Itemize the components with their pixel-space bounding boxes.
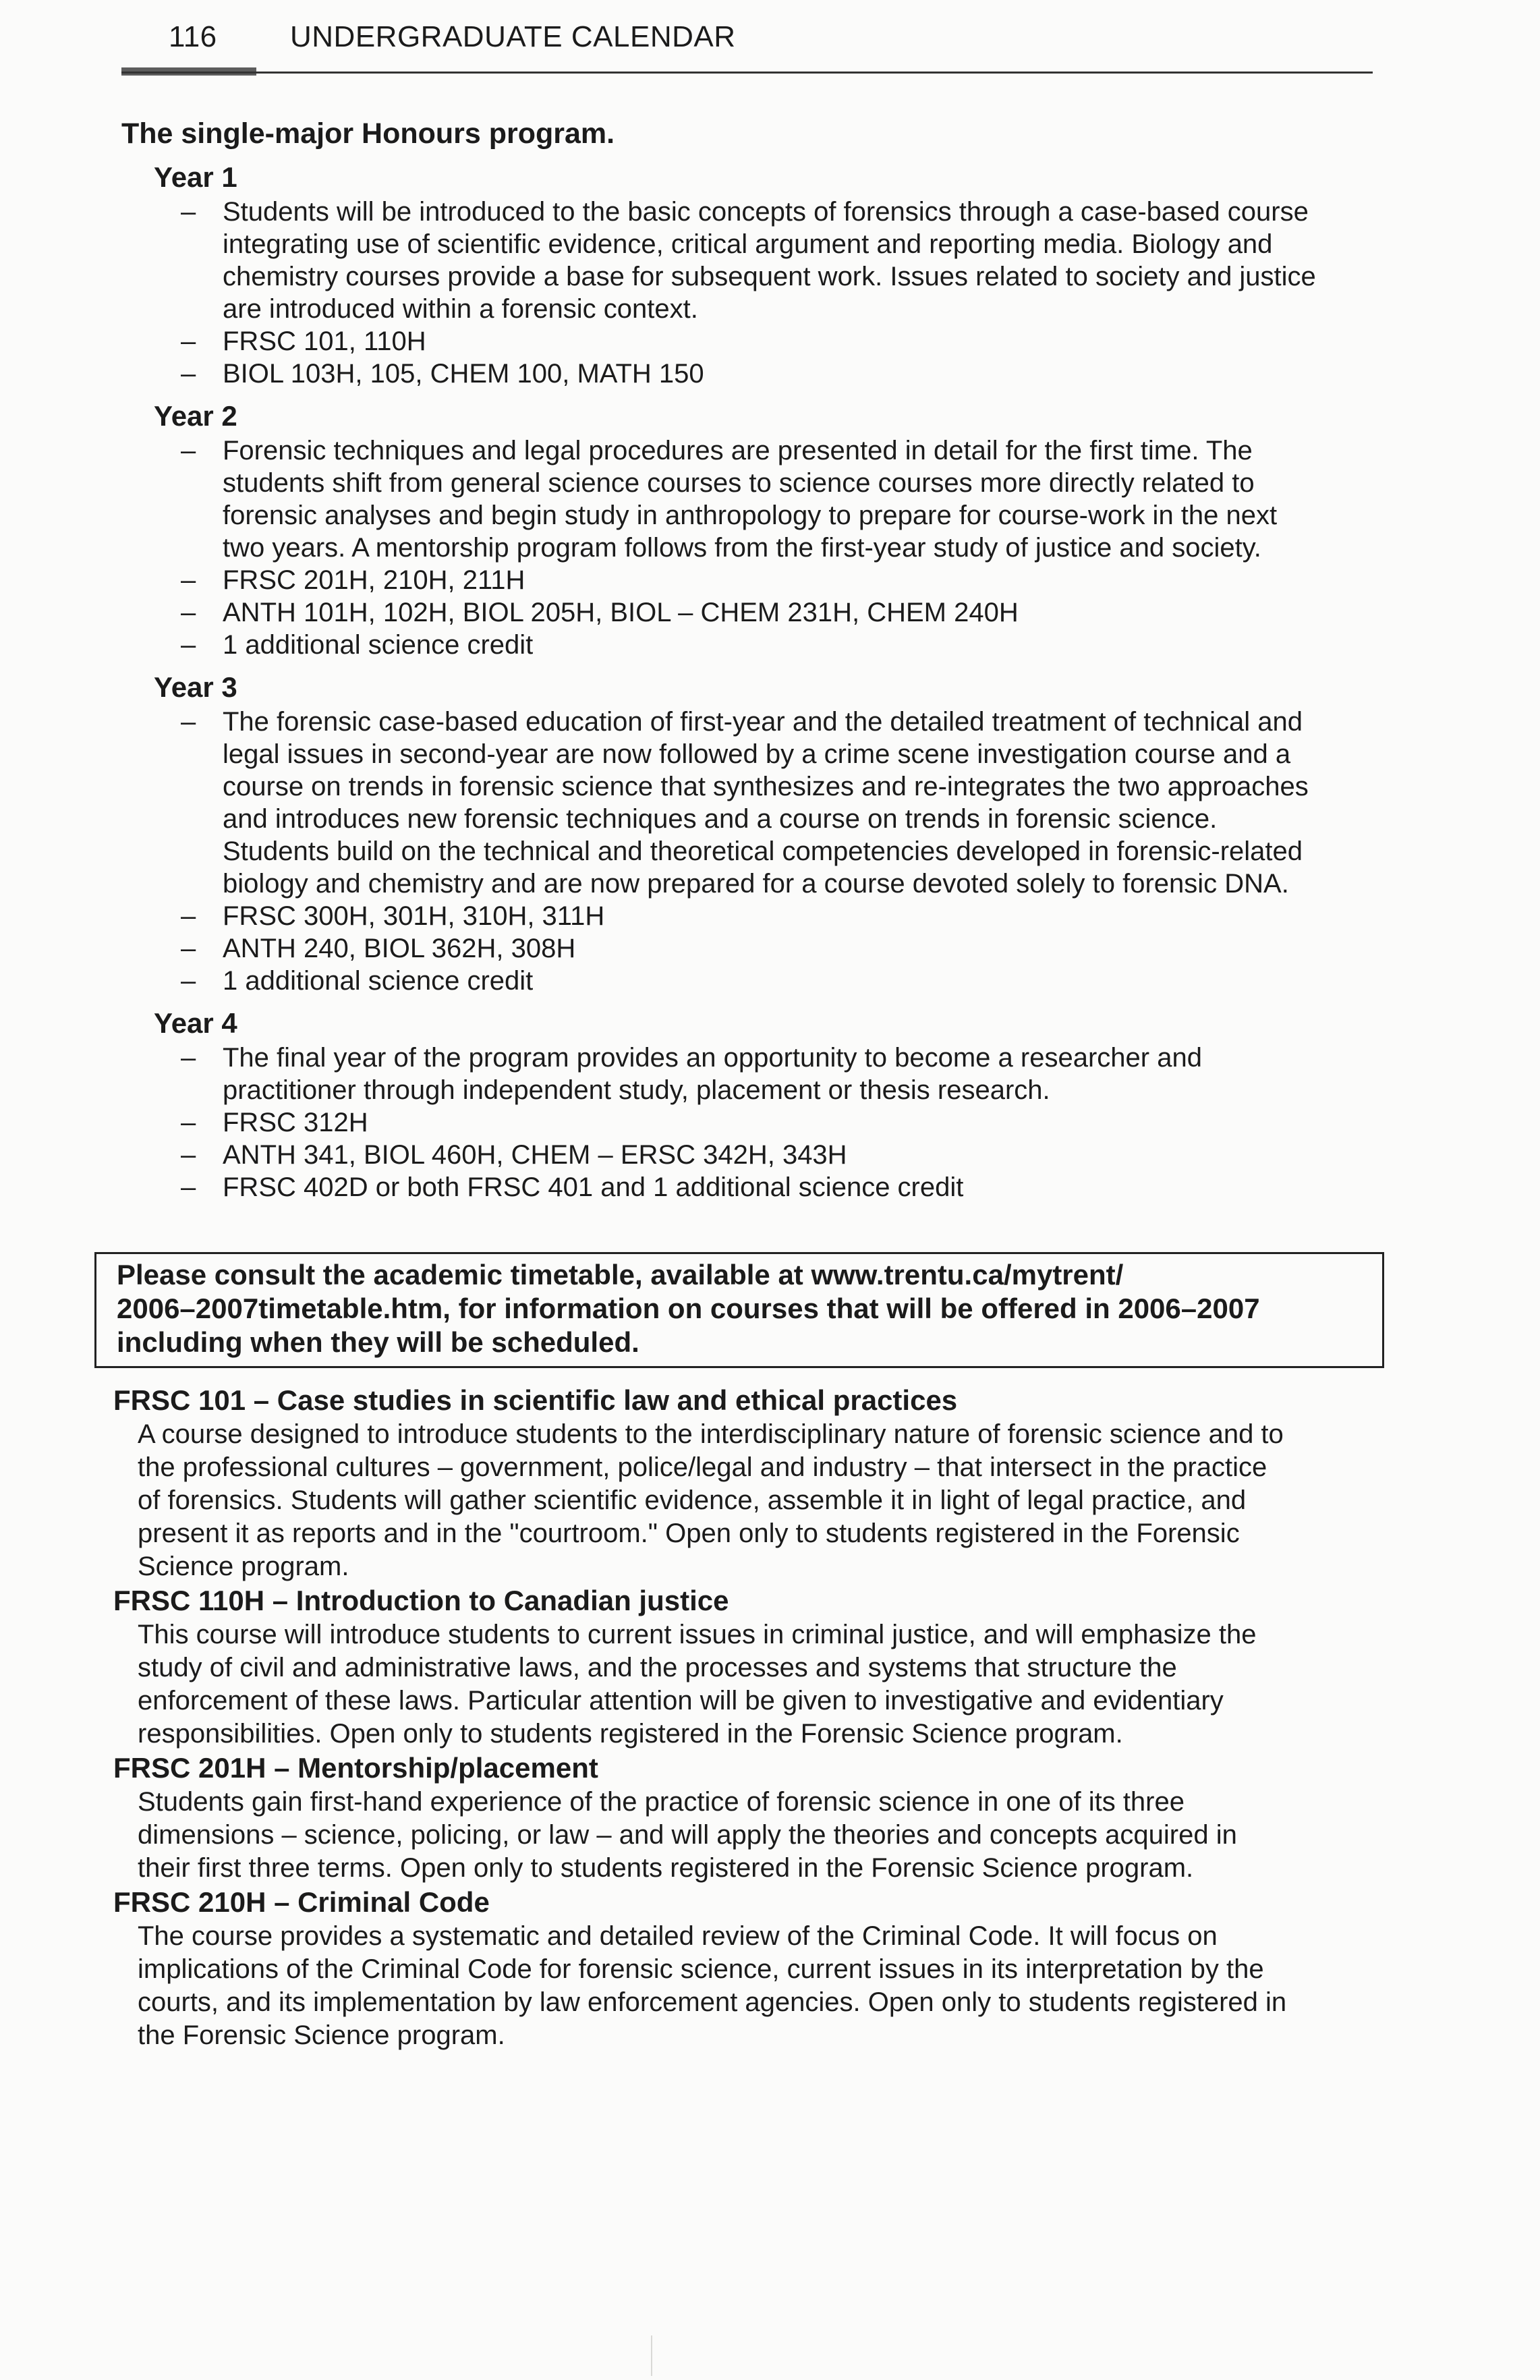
dash-bullet: – [181,966,196,996]
year-item [121,900,1390,932]
year-section [121,159,1390,390]
scan-artifact [651,2335,652,2376]
header-rule [121,72,1373,74]
year-item-text: The forensic case-based education of first-year and the detailed treatment of technical and legal issues in second-year are now followed by a crime scene investigation course and a course on trends in forensic science that synthesizes and re-integrates the two approaches and introduces new forensic techniques and a course on trends in forensic science. Students build on the technical and theoretical competencies developed in forensic-related biology and chemistry and are now prepared for a course devoted solely to forensic DNA. [223,707,1309,899]
dash-bullet: – [181,359,196,389]
dash-bullet: – [181,707,196,737]
course-entry [113,1885,1395,2052]
year-item [121,932,1390,965]
year-item [121,1042,1390,1106]
dash-bullet: – [181,327,196,356]
dash-bullet: – [181,436,196,465]
year-item-text: FRSC 402D or both FRSC 401 and 1 additional science credit [223,1172,964,1202]
year-item [121,706,1390,900]
running-head [169,20,736,54]
running-title: UNDERGRADUATE CALENDAR [290,20,736,53]
year-item [121,965,1390,997]
year-item-text: 1 additional science credit [223,966,534,996]
year-item [121,196,1390,325]
course-entry [113,1751,1395,1885]
year-item-text: Students will be introduced to the basic concepts of forensics through a case-based course integrating use of scientific evidence, critical argument and reporting media. Biology and chemistry courses provide a base for subsequent work. Issues related to society and justice are introduced within a forensic context. [223,197,1316,324]
dash-bullet: – [181,901,196,931]
year-item [121,629,1390,661]
course-description: The course provides a systematic and detailed review of the Criminal Code. It will focus on implications of the Criminal Code for forensic science, current issues in its interpretation by the courts, and its implementation by law enforcement agencies. Open only to students registered in the Forensic Science program. [138,1921,1287,2050]
course-title: FRSC 210H – Criminal Code [113,1886,490,1918]
course-entry [113,1583,1395,1751]
course-title: FRSC 101 – Case studies in scientific law and ethical practices [113,1384,958,1416]
program-years [121,159,1390,1203]
program-title: The single-major Honours program. [121,117,615,150]
year-item [121,596,1390,629]
year-heading: Year 1 [154,161,237,193]
year-item-text: FRSC 300H, 301H, 310H, 311H [223,901,605,931]
year-item [121,1139,1390,1171]
course-description: A course designed to introduce students to the interdisciplinary nature of forensic science and to the professional cultures – government, police/legal and industry – that intersect in the practice of forensics. Students will gather scientific evidence, assemble it in light of legal practice, and present it as reports and in the "courtroom." Open only to students registered in the Forensic Science program. [138,1419,1284,1581]
year-item [121,1171,1390,1203]
dash-bullet: – [181,598,196,627]
year-item [121,325,1390,358]
dash-bullet: – [181,630,196,660]
dash-bullet: – [181,565,196,595]
timetable-notice: Please consult the academic timetable, available at www.trentu.ca/mytrent/ 2006–2007timetable.htm, for information on courses that will be offered in 2006–2007 including when they will be scheduled. [94,1252,1384,1368]
dash-bullet: – [181,1172,196,1202]
dash-bullet: – [181,1108,196,1137]
dash-bullet: – [181,1043,196,1073]
page-number: 116 [169,20,217,53]
year-item-text: FRSC 312H [223,1108,368,1137]
year-item-text: The final year of the program provides an opportunity to become a researcher and practitioner through independent study, placement or thesis research. [223,1043,1202,1105]
course-title: FRSC 110H – Introduction to Canadian justice [113,1585,729,1616]
dash-bullet: – [181,1140,196,1170]
year-heading: Year 3 [154,671,237,703]
year-item-text: Forensic techniques and legal procedures are presented in detail for the first time. The students shift from general science courses to science courses more directly related to forensic analyses and begin study in anthropology to prepare for course-work in the next two years. A mentorship program follows from the first-year study of justice and society. [223,436,1278,563]
year-item [121,434,1390,564]
year-section [121,669,1390,997]
year-item-text: 1 additional science credit [223,630,534,660]
course-description: Students gain first-hand experience of the practice of forensic science in one of its three dimensions – science, policing, or law – and will apply the theories and concepts acquired in their first three terms. Open only to students registered in the Forensic Science program. [138,1787,1237,1883]
course-description: This course will introduce students to current issues in criminal justice, and will emphasize the study of civil and administrative laws, and the processes and systems that structure the enforcement of these laws. Particular attention will be given to investigative and evidentiary responsibilities. Open only to students registered in the Forensic Science program. [138,1620,1257,1749]
dash-bullet: – [181,934,196,963]
year-item-text: ANTH 101H, 102H, BIOL 205H, BIOL – CHEM 231H, CHEM 240H [223,598,1019,627]
year-item-text: ANTH 341, BIOL 460H, CHEM – ERSC 342H, 343H [223,1140,847,1170]
dash-bullet: – [181,197,196,227]
year-item [121,358,1390,390]
program-section [121,113,1390,1203]
year-item [121,1106,1390,1139]
year-item-text: FRSC 201H, 210H, 211H [223,565,525,595]
year-item-text: FRSC 101, 110H [223,327,426,356]
year-section [121,398,1390,661]
year-heading: Year 4 [154,1007,237,1039]
course-entry [113,1383,1395,1583]
year-section [121,1005,1390,1203]
year-item-text: BIOL 103H, 105, CHEM 100, MATH 150 [223,359,704,389]
year-item [121,564,1390,596]
year-heading: Year 2 [154,400,237,432]
year-item-text: ANTH 240, BIOL 362H, 308H [223,934,576,963]
course-title: FRSC 201H – Mentorship/placement [113,1752,598,1784]
course-list [113,1383,1395,2052]
